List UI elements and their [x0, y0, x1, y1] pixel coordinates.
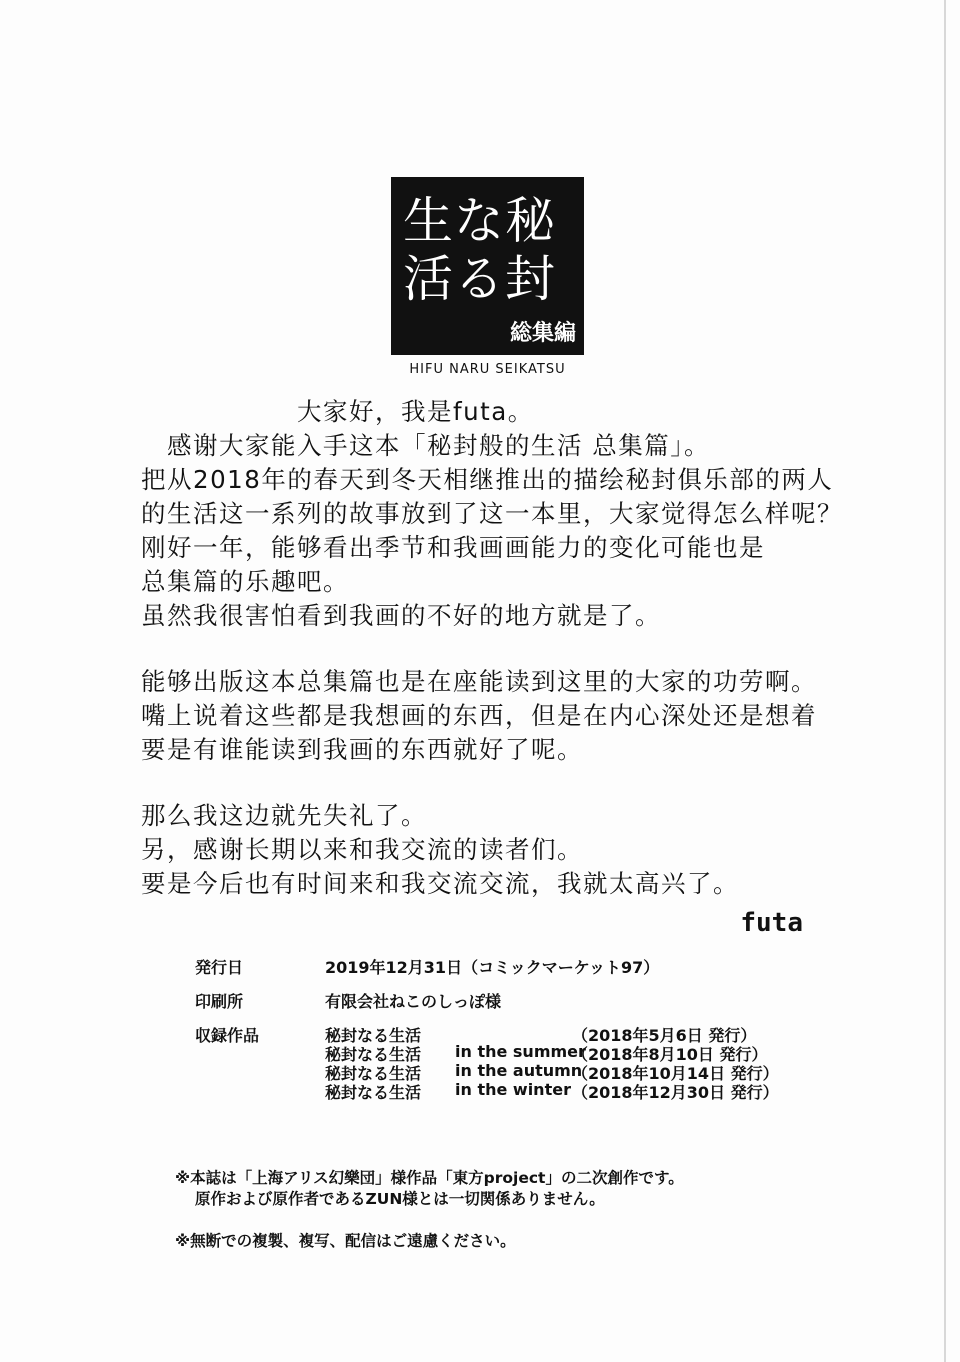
text-line: 那么我这边就先失礼了。: [141, 801, 427, 830]
text-line: 虽然我很害怕看到我画的不好的地方就是了。: [141, 601, 661, 630]
text-line: 要是有谁能读到我画的东西就好了呢。: [141, 735, 583, 764]
logo-line-2: 活る封: [403, 250, 556, 308]
afterword-text: [141, 395, 921, 901]
work-title: 秘封なる生活: [325, 1045, 422, 1064]
work-title: 秘封なる生活: [325, 1026, 422, 1045]
disclaimer-line: ※本誌は「上海アリス幻樂団」様作品「東方project」の二次創作です。: [175, 1169, 684, 1187]
text-line: 刚好一年，能够看出季节和我画画能力的变化可能也是: [141, 533, 765, 562]
logo-subtitle: 総集編: [509, 321, 576, 346]
work-subtitle: in the autumn: [455, 1061, 583, 1080]
text-line: 另，感谢长期以来和我交流的读者们。: [141, 835, 583, 864]
text-line: 总集篇的乐趣吧。: [141, 567, 349, 596]
work-date: （2018年5月6日 発行）: [572, 1026, 757, 1045]
work-date: （2018年10月14日 発行）: [572, 1064, 779, 1083]
work-title: 秘封なる生活: [325, 1083, 422, 1102]
printer-value: 有限会社ねこのしっぽ様: [325, 992, 502, 1011]
text-line: 大家好，我是futa。: [141, 397, 534, 426]
text-line: 把从2018年的春天到冬天相继推出的描绘秘封俱乐部的两人: [141, 465, 834, 494]
logo-line-1: 生な秘: [403, 192, 556, 250]
works-label: 収録作品: [195, 1026, 260, 1045]
work-subtitle: in the summer: [455, 1042, 586, 1061]
text-line: 的生活这一系列的故事放到了这一本里，大家觉得怎么样呢？: [141, 499, 843, 528]
issue-date-label: 発行日: [195, 958, 244, 977]
author-signature: futa: [740, 908, 803, 938]
issue-date-value: 2019年12月31日（コミックマーケット97）: [325, 958, 660, 977]
text-line: 能够出版这本总集篇也是在座能读到这里的大家的功劳啊。: [141, 667, 817, 696]
text-line: 要是今后也有时间来和我交流交流，我就太高兴了。: [141, 869, 739, 898]
page-edge: [944, 0, 946, 1362]
disclaimer-notes: [175, 1168, 684, 1252]
disclaimer-line: ※無断での複製、複写、配信はご遠慮ください。: [175, 1232, 516, 1250]
disclaimer-line: 原作および原作者であるZUN様とは一切関係ありません。: [195, 1190, 605, 1208]
printer-label: 印刷所: [195, 992, 244, 1011]
text-line: 感谢大家能入手这本「秘封般的生活 总集篇」。: [141, 431, 711, 460]
text-line: 嘴上说着这些都是我想画的东西，但是在内心深处还是想着: [141, 701, 817, 730]
work-date: （2018年8月10日 発行）: [572, 1045, 768, 1064]
logo-romaji: HIFU NARU SEIKATSU: [409, 362, 566, 377]
title-logo: [391, 177, 584, 355]
work-title: 秘封なる生活: [325, 1064, 422, 1083]
work-subtitle: in the winter: [455, 1080, 571, 1099]
work-date: （2018年12月30日 発行）: [572, 1083, 779, 1102]
